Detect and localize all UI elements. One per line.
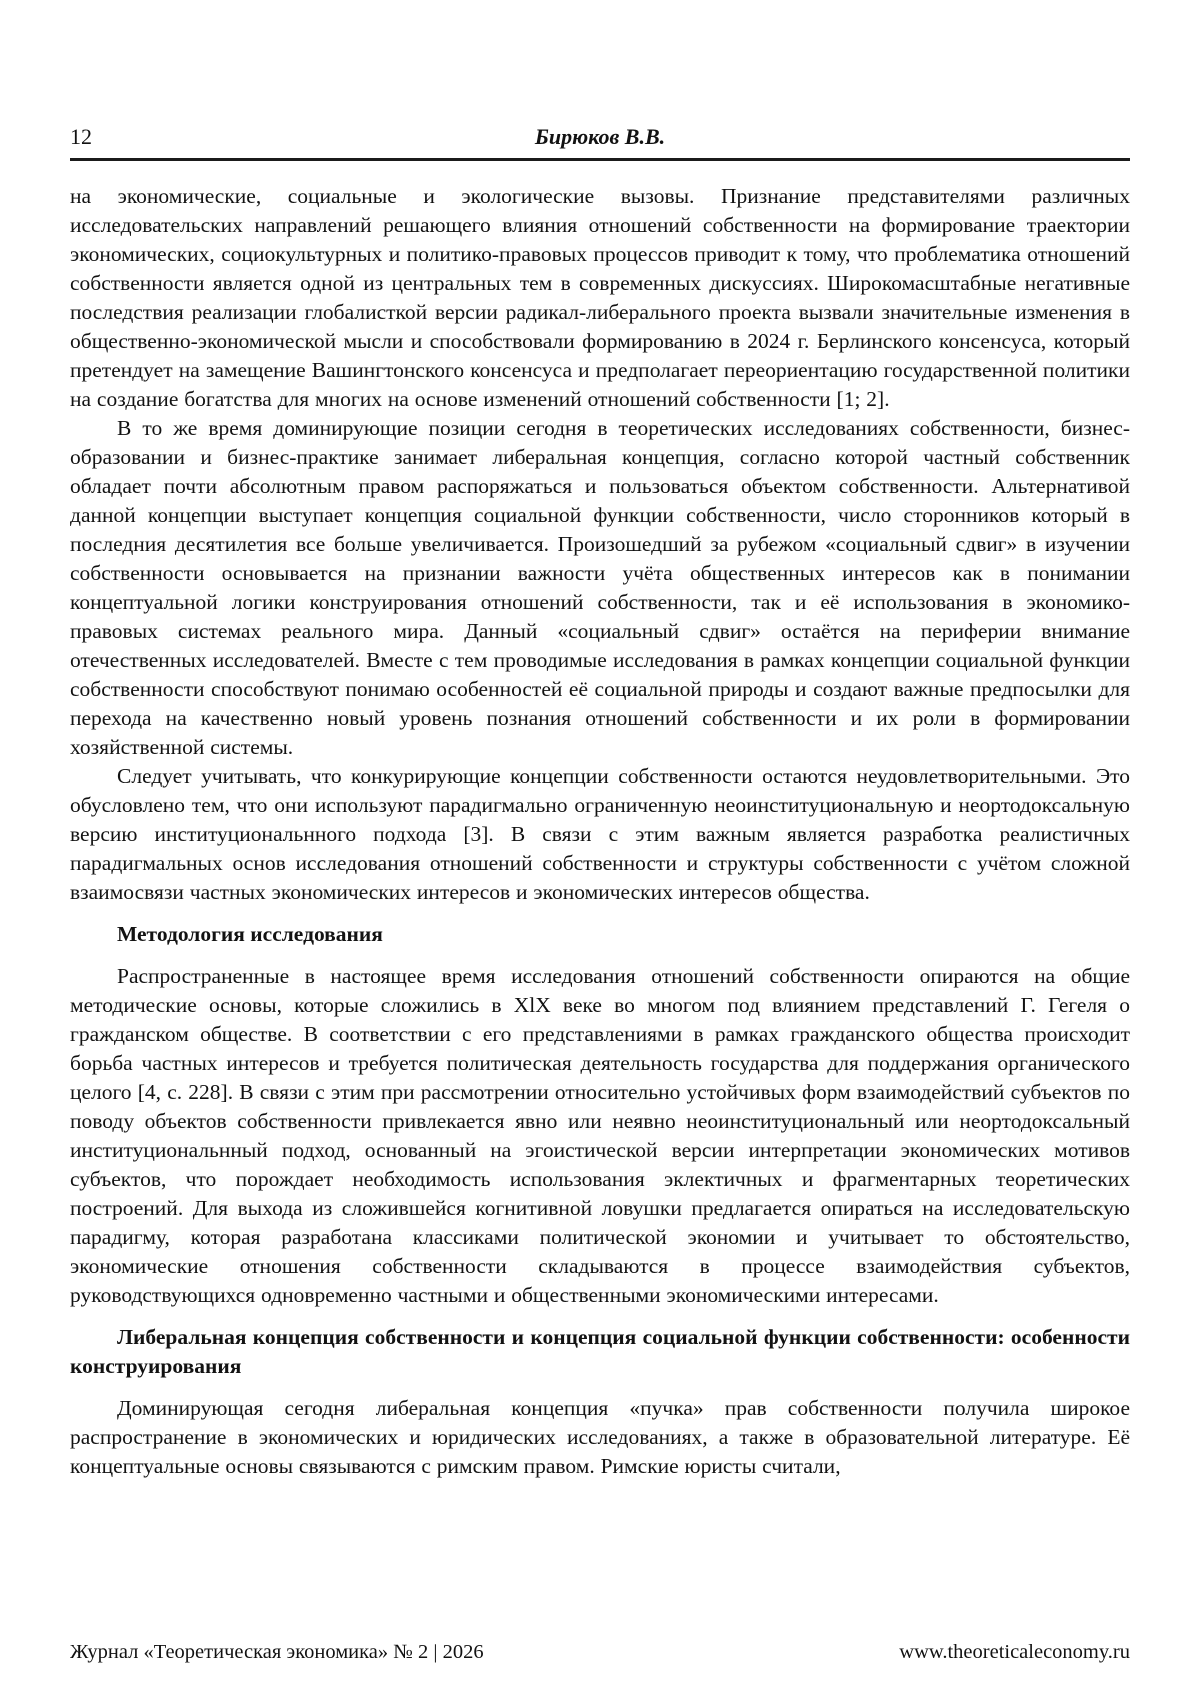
footer-journal-title: Журнал «Теоретическая экономика» № 2 | 2026	[70, 1641, 484, 1663]
page-header	[70, 118, 1130, 161]
article-body	[70, 182, 1130, 1481]
paragraph-liberal-dominance: В то же время доминирующие позиции сегодня в теоретических исследованиях собственности, бизнес-образовании и бизнес-практике занимает либеральная концепция, согласно которой частный собственник обладает почти абсолютным правом распоряжаться и пользоваться объектом собственности. Альтернативой данной концепции выступает концепция социальной функции собственности, число сторонников который в последния десятилетия все больше увеличивается. Произошедший за рубежом «социальный сдвиг» в изучении собственности основывается на признании важности учёта общественных интересов как в понимании концептуальной логики конструирования отношений собственности, так и её использования в экономико-правовых системах реального мира. Данный «социальный сдвиг» остаётся на периферии внимание отечественных исследователей. Вместе с тем проводимые исследования в рамках концепции социальной функции собственности способствуют понимаю особенностей её социальной природы и создают важные предпосылки для перехода на качественно новый уровень познания отношений собственности и их роли в формировании хозяйственной системы.	[70, 416, 1130, 759]
running-head-author: Бирюков В.В.	[534, 124, 666, 149]
paragraph-liberal-concept: Доминирующая сегодня либеральная концепция «пучка» прав собственности получила широкое распространение в экономических и юридических исследованиях, а также в образовательной литературе. Её концептуальные основы связываются с римским правом. Римские юристы считали,	[70, 1396, 1130, 1478]
paragraph-methodology: Распространенные в настоящее время исследования отношений собственности опираются на общие методические основы, которые сложились в XlX веке во многом под влиянием представлений Г. Гегеля о гражданском обществе. В соответствии с его представлениями в рамках гражданского общества происходит борьба частных интересов и требуется политическая деятельность государства для поддержания органического целого [4, с. 228]. В связи с этим при рассмотрении относительно устойчивых форм взаимодействий субъектов по поводу объектов собственности привлекается явно или неявно неоинституциональный или неортодоксальный институциональнный подход, основанный на эгоистической версии интерпретации экономических мотивов субъектов, что порождает необходимость использования эклектичных и фрагментарных теоретических построений. Для выхода из сложившейся когнитивной ловушки предлагается опираться на исследовательскую парадигму, которая разработана классиками политической экономии и учитывает то обстоятельство, экономические отношения собственности складываются в процессе взаимодействия субъектов, руководствующихся одновременно частными и общественными экономическими интересами.	[70, 964, 1130, 1307]
footer-website-url: www.theoreticaleconomy.ru	[899, 1641, 1130, 1663]
section-heading-liberal-concept: Либеральная концепция собственности и концепция социальной функции собственности: особенности конструирования	[70, 1325, 1130, 1378]
page-number: 12	[70, 124, 92, 149]
paragraph-intro-continuation: на экономические, социальные и экологические вызовы. Признание представителями различных исследовательских направлений решающего влияния отношений собственности на формирование траектории экономических, социокультурных и политико-правовых процессов приводит к тому, что проблематика отношений собственности является одной из центральных тем в современных дискуссиях. Широкомасштабные негативные последствия реализации глобалисткой версии радикал-либерального проекта вызвали значительные изменения в общественно-экономической мысли и способствовали формированию в 2024 г. Берлинского консенсуса, который претендует на замещение Вашингтонского консенсуса и предполагает переориентацию государственной политики на создание богатства для многих на основе изменений отношений собственности [1; 2].	[70, 184, 1130, 411]
paragraph-competing-concepts: Следует учитывать, что конкурирующие концепции собственности остаются неудовлетворительными. Это обусловлено тем, что они используют парадигмально ограниченную неоинституциональную и неортодоксальную версию институциональнного подхода [3]. В связи с этим важным является разработка реалистичных парадигмальных основ исследования отношений собственности и структуры собственности с учётом сложной взаимосвязи частных экономических интересов и экономических интересов общества.	[70, 764, 1130, 904]
section-heading-methodology: Методология исследования	[117, 922, 383, 946]
page-footer	[70, 1641, 1130, 1664]
